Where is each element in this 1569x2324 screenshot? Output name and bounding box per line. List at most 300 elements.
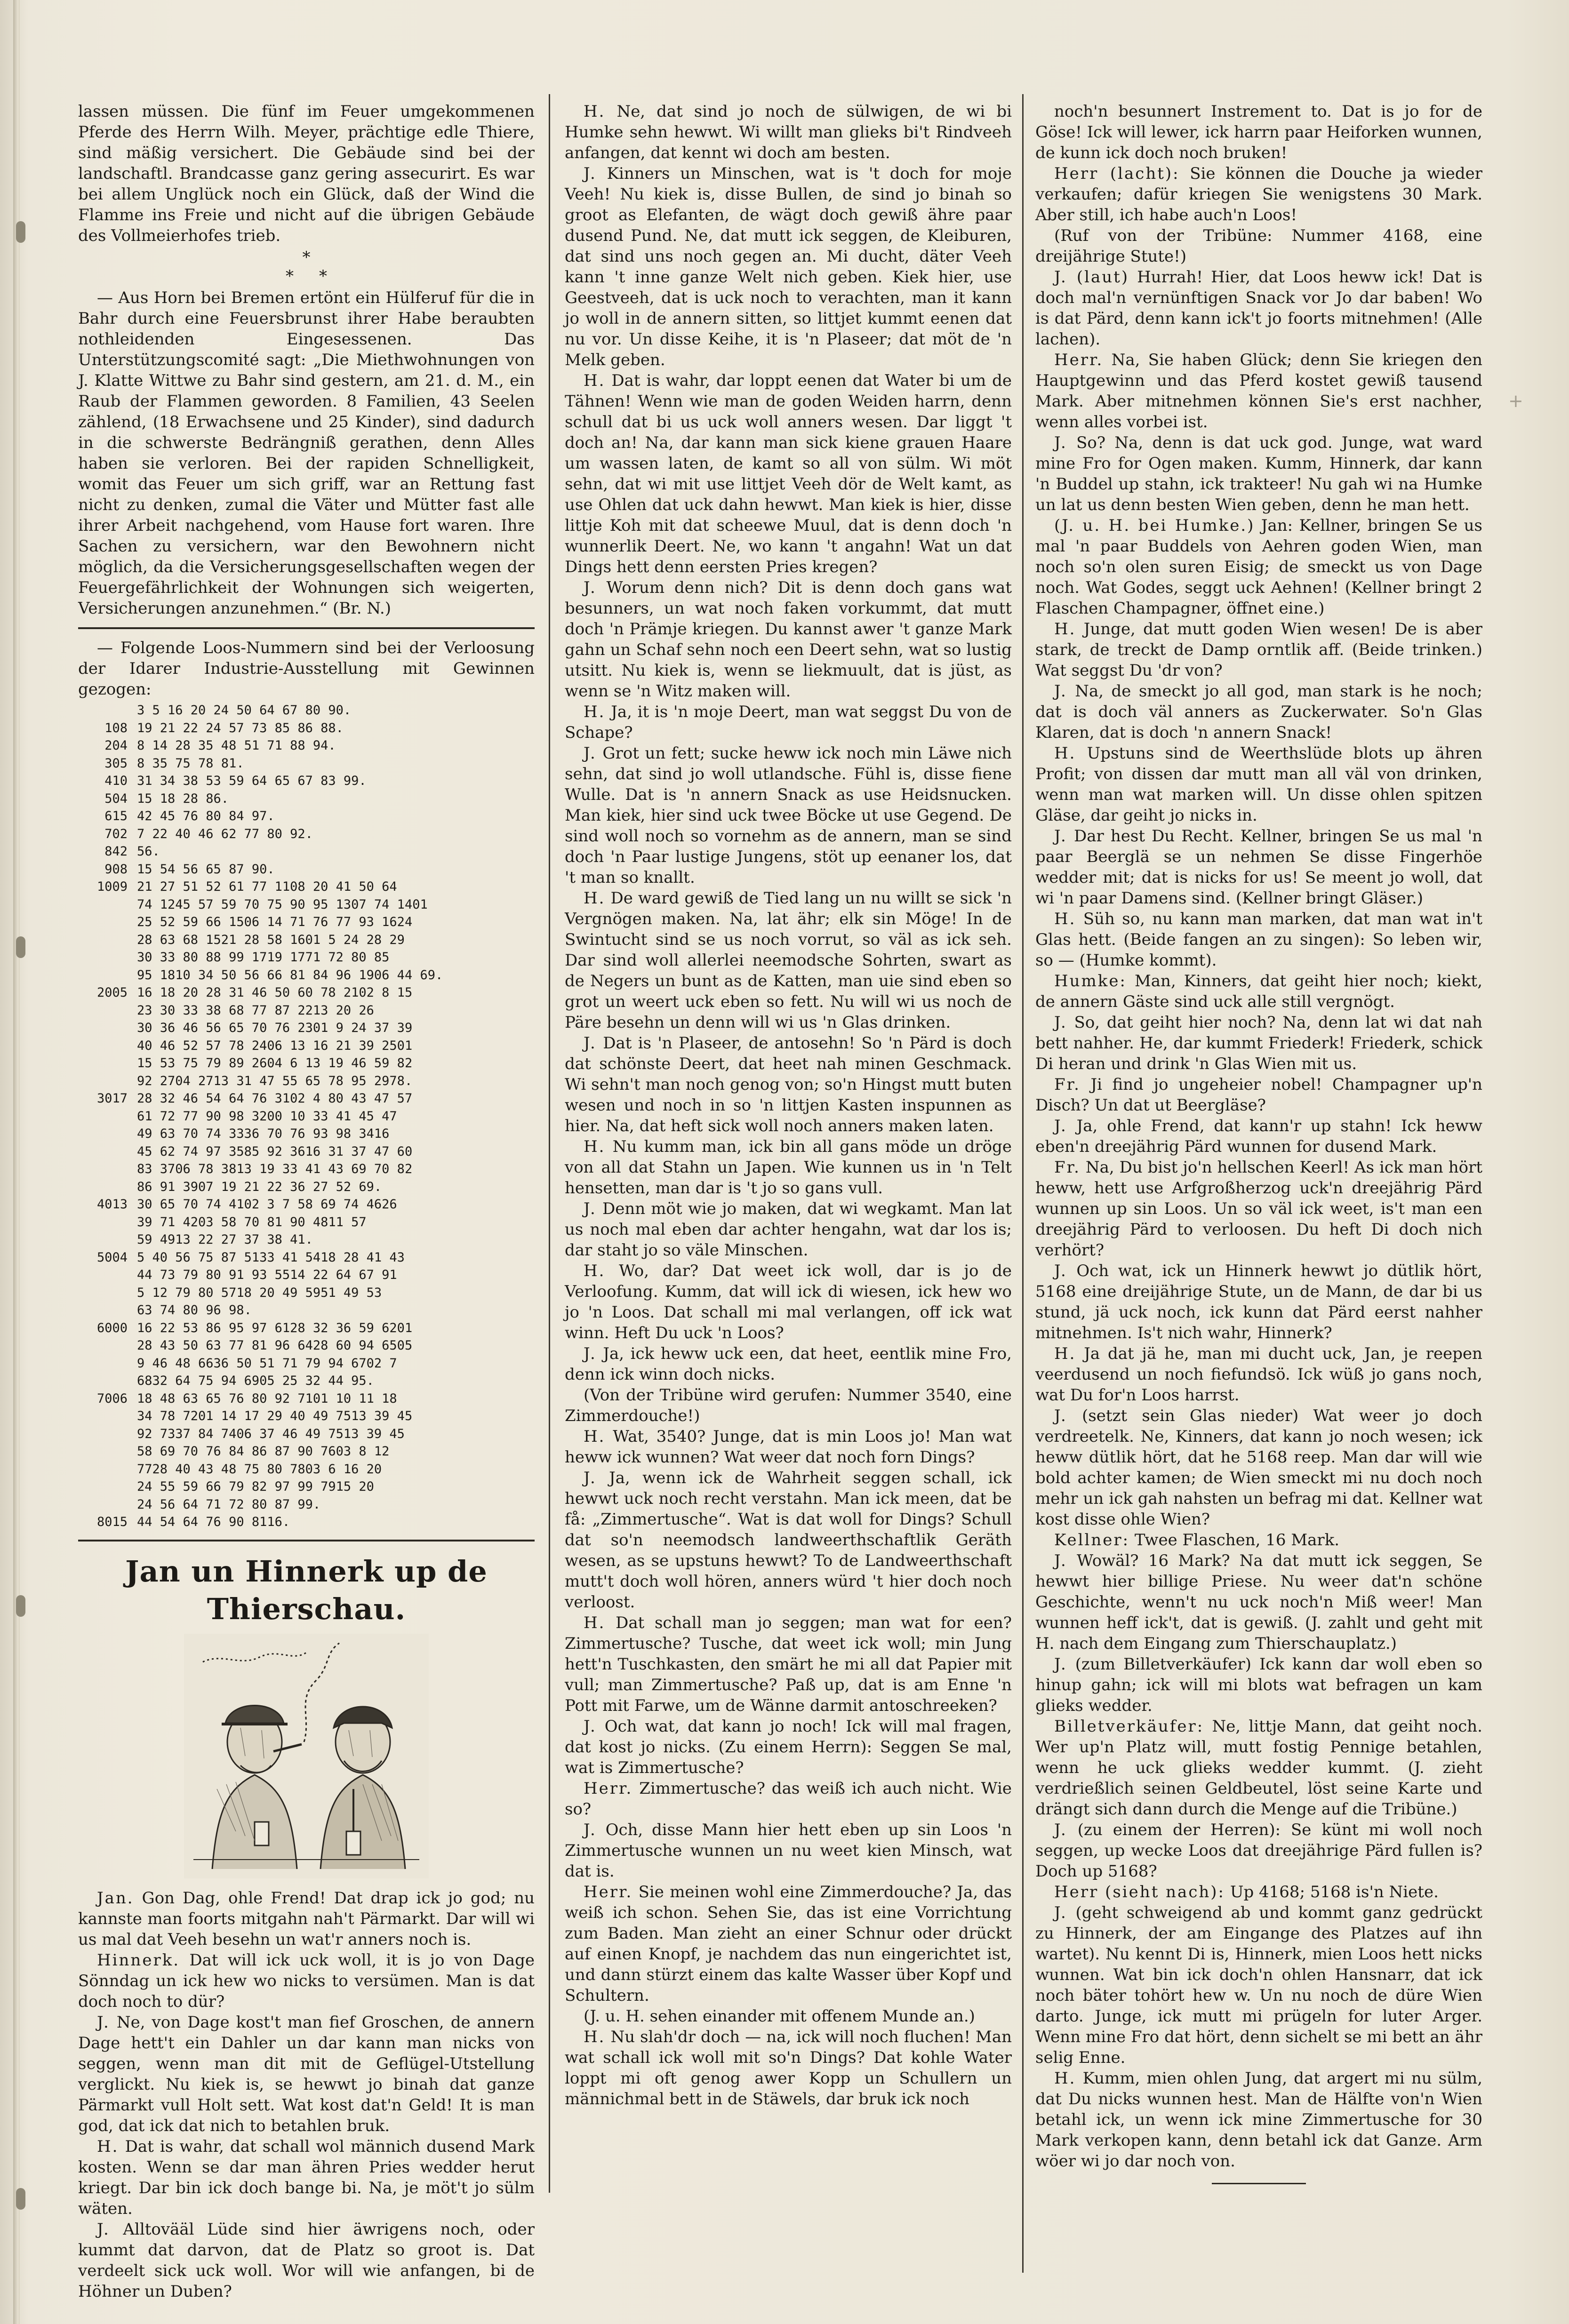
lottery-row-numbers: 95 1810 34 50 56 66 81 84 96 1906 44 69. [137, 967, 443, 982]
speaker-label: H. [1054, 744, 1076, 763]
dialogue-text: Wowäl? 16 Mark? Na dat mutt ick seggen, Se hewwt hier billige Priese. Nu weer dat'n schöne Geschichte, wenn't nu uck noch'n Miß weer! Man wunnen heff ick't, dat is gewiß. (J. zahlt und geht mit H. nach dem Eingang zum Thierschauplatz.) [1035, 1551, 1483, 1653]
lottery-row [78, 1407, 535, 1425]
lottery-row-numbers: 31 34 38 53 59 64 65 67 83 99. [137, 774, 367, 788]
dialogue-paragraph [565, 888, 1012, 1033]
dialogue-text: Ji find jo ungeheier nobel! Champagner up'n Disch? Un dat ut Beergläse? [1035, 1075, 1483, 1115]
dialogue-paragraph [565, 1426, 1012, 1468]
story-end-rule [1212, 2183, 1306, 2184]
lottery-row-numbers: 24 56 64 71 72 80 87 99. [137, 1497, 321, 1512]
lottery-row [78, 1478, 535, 1496]
dialogue-paragraph [1035, 163, 1482, 225]
lottery-row-key: 6000 [96, 1320, 128, 1335]
lottery-row-key [78, 1019, 137, 1037]
story-dialogue-col1 [78, 1888, 535, 2302]
dialogue-paragraph [1035, 350, 1482, 432]
dialogue-paragraph [1035, 1074, 1482, 1116]
lottery-row-key [78, 913, 137, 931]
column-2 [565, 101, 1012, 2109]
dialogue-text: Wo, dar? Dat weet ick woll, dar is jo de Verloofung. Kumm, dat will ick di wiesen, ick hew wo jo 'n Loos. Dat schall mi mal verlangen, off ick wat winn. Heft Du uck 'n Loos? [565, 1262, 1012, 1342]
dialogue-text: Hurrah! Hier, dat Loos heww ick! Dat is doch mal'n vernünftigen Snack vor Jo dar baben! Wo is dat Pärd, denn kann ick't jo foorts mitnehmen! (Alle lachen). [1035, 268, 1482, 349]
column-rule [1022, 94, 1024, 2273]
lottery-row [78, 1037, 535, 1055]
speaker-label: J. [1054, 682, 1067, 701]
column-rule [549, 94, 550, 2193]
section-separator-stars: * * * [285, 248, 328, 286]
lottery-row [78, 1178, 535, 1196]
dialogue-text: Upstuns sind de Weerthslüde blots up ähren Profit; von dissen dar mutt man all väl von drinken, wenn man wat marken will. Un disse ohlen spitzen Gläse, dar geiht jo nicks in. [1035, 744, 1482, 825]
dialogue-text: Ne, dat sind jo noch de sülwigen, de wi bi Humke sehn hewwt. Wi willt man glieks bi't Rindveeh anfangen, dat kennt wi doch am besten. [565, 102, 1012, 162]
lottery-row-key [78, 1496, 137, 1514]
lottery-row-numbers: 15 54 56 65 87 90. [137, 862, 275, 877]
lottery-row [78, 949, 535, 966]
lottery-row [78, 1002, 535, 1020]
lottery-row-numbers: 58 69 70 76 84 86 87 90 7603 8 12 [137, 1444, 390, 1459]
dialogue-paragraph [565, 1261, 1012, 1343]
lottery-row-key [78, 1143, 137, 1161]
lottery-row [78, 1266, 535, 1284]
lottery-row-numbers: 6832 64 75 94 6905 25 32 44 95. [137, 1374, 374, 1388]
lottery-row-key: 410 [104, 774, 128, 788]
dialogue-text: Kumm, mien ohlen Jung, dat argert mi nu sülm, dat Du nicks wunnen hest. Man de Hälfte von'n Wien betahl ick, un wenn ick mine Zimmertusche for 30 Mark verkopen kann, denn betahl ick dat Ganze. Arm wöer wi jo dar noch von. [1035, 2069, 1482, 2171]
dialogue-paragraph [1035, 1882, 1482, 1902]
lottery-row-key [78, 1072, 137, 1090]
speaker-label: J. [97, 2220, 110, 2239]
dialogue-text: De ward gewiß de Tied lang un nu willt se sick 'n Vergnögen maken. Na, lat ähr; elk sin Möge! In de Swintucht sind se us noch vorrut, so väl as ick seh. Dar sind woll allerlei neemodsche Sohrten, swart as de Negers un bunt as de Katten, man uie sind eben so grot un weert uck eben so fett. Nu will wi us noch de Päre besehn un denn will wi us 'n Glas drinken. [565, 889, 1012, 1032]
lottery-row-key [78, 896, 137, 914]
lottery-row-numbers: 28 43 50 63 77 81 96 6428 60 94 6505 [137, 1338, 413, 1353]
section-divider [78, 1540, 535, 1541]
lottery-row-key: 204 [104, 738, 128, 753]
speaker-label: H. [1054, 1344, 1076, 1363]
dialogue-paragraph [1035, 2068, 1482, 2172]
dialogue-text: Ja, wenn ick de Wahrheit seggen schall, ick hewwt uck noch recht verstahn. Man ick meen, dat be få: „Zimmertusche“. Wat is dat woll for Dings? Schull dat so'n neemodsch landweerthschaftlik Geräth wesen, as se upstuns hewwt? To de Landweerthschaft mutt't doch woll hören, anners würd 't hier doch noch verloost. [565, 1469, 1012, 1612]
lottery-row-key [78, 1302, 137, 1319]
speaker-label: J. [1054, 1013, 1067, 1032]
lottery-row [78, 1090, 535, 1108]
dialogue-text: So? Na, denn is dat uck god. Junge, wat ward mine Fro for Ogen maken. Kumm, Hinnerk, dar kann 'n Buddel up stahn, ick trakteer! Nu gah wi na Humke un lat us denn besten Wien geben, denn he man hett. [1035, 433, 1482, 514]
lottery-row-numbers: 5 12 79 80 5718 20 49 5951 49 53 [137, 1285, 382, 1300]
lottery-row-numbers: 44 54 64 76 90 8116. [137, 1515, 290, 1529]
speaker-label: Herr (lacht): [1054, 164, 1180, 183]
binding-hole [16, 2188, 25, 2210]
lottery-row-numbers: 9 46 48 6636 50 51 71 79 94 6702 7 [137, 1356, 397, 1371]
dialogue-paragraph [1035, 1343, 1482, 1406]
dialogue-text: (geht schweigend ab und kommt ganz gedrückt zu Hinnerk, der am Eingange des Platzes auf ihn wartet). Nu kennt Di is, Hinnerk, mien Loos hett nicks wunnen. Wat bin ick doch'n ohlen Hansnarr, dat ick noch bäter tohört hew w. Un nu noch de düre Wien darto. Junge, ick mutt mi prügeln for luter Arger. Wenn mine Fro dat hört, denn sichelt se mi bett an ähr selig Enne. [1035, 1903, 1482, 2067]
speaker-label: J. [584, 1034, 597, 1053]
dialogue-paragraph [565, 2027, 1012, 2109]
lottery-row [78, 719, 535, 737]
dialogue-paragraph [565, 1468, 1012, 1613]
dialogue-text: Denn möt wie jo maken, dat wi wegkamt. Man lat us noch mal eben dar achter hengahn, wat dar los is; dar staht jo so väle Minschen. [565, 1199, 1012, 1260]
lottery-row [78, 1372, 535, 1390]
lottery-row [78, 1143, 535, 1161]
dialogue-paragraph [1035, 1530, 1482, 1550]
lottery-row [78, 1355, 535, 1373]
dialogue-paragraph [1035, 971, 1482, 1012]
dialogue-paragraph [1035, 619, 1482, 681]
lottery-row [78, 1108, 535, 1126]
speaker-label: J. [1054, 1821, 1067, 1839]
dialogue-paragraph [1035, 432, 1482, 515]
dialogue-text: Sie meinen wohl eine Zimmerdouche? Ja, das weiß ich schon. Sehen Sie, das ist eine Vorrichtung zum Baden. Man zieht an einer Schnur oder drückt auf einen Knopf, je nachdem das nun eingerichtet ist, und dann stürzt einem das kalte Wasser über Kopf und Schultern. [565, 1883, 1012, 2005]
lottery-row-numbers: 86 91 3907 19 21 22 36 27 52 69. [137, 1179, 382, 1194]
dialogue-paragraph [565, 163, 1012, 370]
dialogue-text: Twee Flaschen, 16 Mark. [1134, 1531, 1340, 1549]
lottery-row [78, 1390, 535, 1408]
speaker-label: Billetverkäufer: [1054, 1717, 1204, 1736]
dialogue-paragraph [1035, 1406, 1482, 1530]
column-3 [1035, 101, 1482, 2184]
speaker-label: Hinnerk. [97, 1950, 180, 1970]
lottery-row-key [78, 1002, 137, 1020]
dialogue-text: (Von der Tribüne wird gerufen: Nummer 3540, eine Zimmerdouche!) [565, 1386, 1012, 1425]
lottery-row [78, 913, 535, 931]
dialogue-text: Dat will ick uck woll, it is jo von Dage Sönndag un ick hew wo nicks to versümen. Man is dat doch noch to dür? [78, 1950, 535, 2011]
lottery-row-key: 504 [104, 791, 128, 806]
lottery-row-numbers: 3 5 16 20 24 50 64 67 80 90. [137, 703, 352, 718]
dialogue-text: (J. u. H. sehen einander mit offenem Munde an.) [584, 2007, 975, 2026]
dialogue-paragraph [78, 2136, 535, 2219]
dialogue-paragraph [1035, 1716, 1482, 1820]
dialogue-text: Dat is wahr, dat schall wol männich dusend Mark kosten. Wenn se dar man ähren Pries wedder herut kriegt. Dar bin ick doch bange bi. Na, je möt't jo sülm wäten. [78, 2137, 535, 2218]
lottery-row [78, 1054, 535, 1072]
lottery-row-numbers: 30 33 80 88 99 1719 1771 72 80 85 [137, 950, 390, 965]
speaker-label: J. [1054, 1655, 1067, 1674]
lottery-row [78, 1214, 535, 1231]
speaker-label: H. [584, 371, 606, 390]
lottery-row-key: 2005 [96, 985, 128, 1000]
dialogue-paragraph [1035, 1116, 1482, 1157]
speaker-label: H. [584, 1613, 606, 1632]
dialogue-text: Jan: Kellner, bringen Se us mal 'n paar Buddels von Aehren goden Wien, man noch so'n olen suren Eisig; de smeckt us von Dage noch. Wat Godes, seggt uck Aehnen! (Kellner bringt 2 Flaschen Champagner, öffnet eine.) [1035, 516, 1482, 618]
lottery-row-key [78, 1214, 137, 1231]
lottery-row-numbers: 15 53 75 79 89 2604 6 13 19 46 59 82 [137, 1056, 413, 1070]
speaker-label: H. [1054, 910, 1076, 928]
dialogue-paragraph [78, 2012, 535, 2136]
dialogue-paragraph [78, 2219, 535, 2302]
lottery-row [78, 843, 535, 861]
lottery-row-numbers: 92 7337 84 7406 37 46 49 7513 39 45 [137, 1426, 405, 1441]
dialogue-paragraph [1035, 267, 1482, 350]
lottery-row-key [78, 931, 137, 949]
lottery-row [78, 896, 535, 914]
dialogue-paragraph [565, 1385, 1012, 1426]
lottery-row-key [78, 1284, 137, 1302]
dialogue-text: Zimmertusche? das weiß ich auch nicht. Wie so? [565, 1779, 1012, 1819]
dialogue-text: Sie können die Douche ja wieder verkaufen; dafür kriegen Sie wenigstens 30 Mark. Aber still, ich habe auch'n Loos! [1035, 164, 1482, 224]
dialogue-text: Gon Dag, ohle Frend! Dat drap ick jo god; nu kannste man foorts mitgahn nah't Pärmarkt. Dar will wi us mal dat Veeh besehn un wat'r anners noch is. [78, 1888, 535, 1949]
lottery-row [78, 1443, 535, 1461]
lottery-row-key: 108 [104, 720, 128, 735]
speaker-label: J. (laut) [1054, 268, 1129, 287]
lottery-row [78, 984, 535, 1002]
lottery-row-numbers: 15 18 28 86. [137, 791, 229, 806]
lottery-row-numbers: 45 62 74 97 3585 92 3616 31 37 47 60 [137, 1144, 413, 1159]
lottery-row-numbers: 21 27 51 52 61 77 1108 20 41 50 64 [137, 879, 397, 894]
dialogue-paragraph [565, 1033, 1012, 1136]
dialogue-text: Nu kumm man, ick bin all gans möde un dröge von all dat Stahn un Japen. Wie kunnen us in 'n Telt hensetten, man dar is 't jo so gans vull. [565, 1137, 1012, 1198]
speaker-label: J. [584, 1821, 597, 1839]
lottery-row-key [78, 1355, 137, 1373]
speaker-label: J. [584, 1199, 597, 1218]
dialogue-paragraph [565, 1198, 1012, 1261]
dialogue-paragraph [565, 1820, 1012, 1882]
dialogue-text: So, dat geiht hier noch? Na, denn lat wi dat nah bett nahher. He, dar kummt Friederk! Friederk, schick Di heran und drink 'n Glas Wien mit us. [1035, 1013, 1482, 1073]
lottery-row-numbers: 8 14 28 35 48 51 71 88 94. [137, 738, 336, 753]
speaker-label: Jan. [97, 1888, 134, 1908]
speaker-label: J. [584, 1717, 597, 1736]
lottery-row [78, 737, 535, 755]
lottery-row-numbers: 34 78 7201 14 17 29 40 49 7513 39 45 [137, 1409, 413, 1423]
lottery-row-numbers: 18 48 63 65 76 80 92 7101 10 11 18 [137, 1391, 397, 1406]
dialogue-text: Ja, ick heww uck een, dat heet, eentlik mine Fro, denn ick winn doch nicks. [565, 1344, 1012, 1384]
speaker-label: J. [1054, 1406, 1067, 1425]
dialogue-text: Dat is wahr, dar loppt eenen dat Water bi um de Tähnen! Wenn wie man de goden Weiden harrn, denn schull dat bi us uck woll anners wesen. Dar liggt 't doch an! Na, dar kann man sick kiene grauen Haare um wassen laten, de kamt so all von sülm. Wi möt sehn, dat wi mit use littjet Veeh dör de Welt kamt, as use Ohlen dat uck dahn hewwt. Man kiek is hier, disse littje Koh mit dat scheewe Muul, dat is denn doch 'n wunnerlik Deert. Ne, wo kann 't angahn! Wat un dat Dings hett denn eersten Pries kregen? [565, 371, 1012, 576]
lottery-row-key: 615 [104, 809, 128, 823]
dialogue-paragraph [1035, 743, 1482, 826]
dialogue-paragraph [1035, 1261, 1482, 1343]
lottery-row-key [78, 1125, 137, 1143]
dialogue-paragraph [565, 1882, 1012, 2006]
section-divider [78, 627, 535, 629]
speaker-label: H. [584, 1137, 606, 1156]
speaker-label: J. [1054, 827, 1067, 846]
lottery-intro: — Folgende Loos-Nummern sind bei der Verloosung der Idarer Industrie-Ausstellung mit Gewinnen gezogen: [78, 639, 535, 699]
lottery-row-numbers: 49 63 70 74 3336 70 76 93 98 3416 [137, 1126, 390, 1141]
speaker-label: J. [1054, 1262, 1067, 1280]
lottery-row [78, 1337, 535, 1355]
speaker-label: H. [97, 2137, 119, 2156]
dialogue-text: Na, Du bist jo'n hellschen Keerl! As ick man hört heww, hett use Arfgroßherzog uck'n dreejährig Pärd wunnen up sin Loos. Un so väl ick weet, is't man een dreejährig Pärd to verloosen. Du heft Di doch nich verhört? [1035, 1158, 1482, 1260]
lottery-row [78, 1125, 535, 1143]
dialogue-text: (zum Billetverkäufer) Ick kann dar woll eben so hinup gahn; ick will mi blots wat befragen un kam glieks wedder. [1035, 1655, 1482, 1715]
lottery-row-key: 5004 [96, 1250, 128, 1265]
dialogue-text: Och wat, dat kann jo noch! Ick will mal fragen, dat kost jo nicks. (Zu einem Herrn): Seggen Se mal, wat is Zimmertusche? [565, 1717, 1012, 1777]
lottery-row-key: 3017 [96, 1091, 128, 1106]
dialogue-text: Kinners un Minschen, wat is 't doch for moje Veeh! Nu kiek is, disse Bullen, de sind jo binah so groot as Elefanten, de wägt doch gewiß ähre paar dusend Pund. Ne, dat mutt ick seggen, de Kleiburen, dat sind uns noch gegen an. Mi ducht, däter Veeh kann 't inne ganze Welt nich geben. Kiek hier, use Geestveeh, dat is uck noch to verachten, man it kann jo woll in de annern sitten, so littjet kummt eenen dat nu vor. Un disse Keihe, it is 'n Plaseer; dat möt de 'n Melk geben. [565, 164, 1012, 369]
dialogue-paragraph [1035, 1157, 1482, 1261]
lottery-row-key [78, 1372, 137, 1390]
lottery-number-table [78, 702, 535, 1531]
dialogue-text: Dar hest Du Recht. Kellner, bringen Se us mal 'n paar Beerglä se un nehmen Se disse Fingerhöe wedder mit; dat is nicks for us! Se meent jo woll, dat wi 'n paar Damens sind. (Kellner bringt Gläser.) [1035, 827, 1482, 908]
lottery-row-numbers: 42 45 76 80 84 97. [137, 809, 275, 823]
lottery-row [78, 1302, 535, 1319]
speaker-label: J. [1054, 1903, 1067, 1922]
lottery-row-key [78, 1407, 137, 1425]
lottery-row-numbers: 23 30 33 38 68 77 87 2213 20 26 [137, 1003, 374, 1018]
lottery-row-key [78, 1266, 137, 1284]
lottery-row [78, 861, 535, 878]
lottery-row [78, 1231, 535, 1249]
dialogue-text: Worum denn nich? Dit is denn doch gans wat besunners, un wat noch faken vorkummt, dat mutt doch 'n Prämje kriegen. Du kannst awer 't ganze Mark gahn un Schaf sehn noch een Deert sehn, wat so lustig utsitt. Nu kiek is, wenn se liekmuult, dat is jüst, as wenn se 'n Witz maken will. [565, 578, 1012, 701]
dialogue-paragraph [1035, 1550, 1482, 1654]
dialogue-paragraph [565, 1343, 1012, 1385]
speaker-label: H. [584, 1427, 606, 1446]
dialogue-paragraph [1035, 1654, 1482, 1716]
dialogue-text: Ja, it is 'n moje Deert, man wat seggst Du von de Schape? [565, 703, 1012, 742]
lottery-row-key [78, 1337, 137, 1355]
speaker-label: J. [584, 1344, 597, 1363]
lottery-row [78, 772, 535, 790]
dialogue-text: Grot un fett; sucke heww ick noch min Läwe nich sehn, dat sind jo woll utlandsche. Fühl is, disse fiene Wulle. Dat is 'n annern Snack as use Heidsnucken. Man kiek, hier sind uck twee Böcke ut use Gegend. De sind woll noch so vornehm as de annern, man se sind doch 'n Paar lustige Jungens, stöt up eenaner los, dat 't man so knallt. [565, 744, 1012, 887]
speaker-label: H. [584, 1262, 606, 1280]
lottery-row-numbers: 5 40 56 75 87 5133 41 5418 28 41 43 [137, 1250, 405, 1265]
dialogue-text: noch'n besunnert Instrement to. Dat is jo for de Göse! Ick will lewer, ick harrn paar Heiforken wunnen, de kunn ick doch noch bruken! [1035, 102, 1482, 162]
dialogue-paragraph [565, 1716, 1012, 1778]
lottery-row [78, 1072, 535, 1090]
lottery-row-key: 702 [104, 826, 128, 841]
dialogue-text: Dat schall man jo seggen; man wat for een? Zimmertusche? Tusche, dat weet ick woll; min Jung hett'n Tuschkasten, den smärt he mi all dat Papier mit vull; man Zimmertusche? Paß up, dat is am Enne 'n Pott mit Farwe, um de Wänne darmit antoschreeken? [565, 1613, 1012, 1715]
lottery-row-key [78, 1231, 137, 1249]
dialogue-text: Man, Kinners, dat geiht hier noch; kiekt, de annern Gäste sind uck alle still vergnögt. [1035, 972, 1482, 1011]
dialogue-text: (Ruf von der Tribüne: Nummer 4168, eine dreijährige Stute!) [1035, 226, 1482, 266]
lottery-row-key [78, 1037, 137, 1055]
dialogue-paragraph [1035, 826, 1482, 909]
dialogue-text: Och, disse Mann hier hett eben up sin Loos 'n Zimmertusche wunnen un nu weet kien Minsch, wat dat is. [565, 1821, 1012, 1881]
lottery-row-numbers: 40 46 52 57 78 2406 13 16 21 39 2501 [137, 1038, 413, 1053]
speaker-label: H. [584, 102, 606, 121]
dialogue-text: (setzt sein Glas nieder) Wat weer jo doch verdreetelk. Ne, Kinners, dat kann jo noch wesen; ick heww dütlik hört, dat he 5168 reep. Man dar will wie bold achter kamen; de Wien smeckt mi nu doch noch mehr un ick gah nahsten un befrag mi dat. Kellner wat kost disse ohle Wien? [1035, 1406, 1483, 1529]
story-headline: Jan un Hinnerk up de Thierschau. [125, 1554, 488, 1626]
lottery-row-numbers: 8 35 75 78 81. [137, 756, 244, 771]
lottery-row-key: 305 [104, 756, 128, 771]
lottery-row-key: 8015 [96, 1515, 128, 1529]
lottery-row-numbers: 16 18 20 28 31 46 50 60 78 2102 8 15 [137, 985, 413, 1000]
dialogue-paragraph [565, 577, 1012, 702]
lottery-row [78, 1019, 535, 1037]
dialogue-text: Ja dat jä he, man mi ducht uck, Jan, je reepen veerdusend un noch fiefundsö. Ick wüß jo gans noch, wat Du for'n Loos harrst. [1035, 1344, 1483, 1405]
lottery-row [78, 1249, 535, 1267]
lottery-row-key [78, 1108, 137, 1126]
lottery-row-numbers: 39 71 4203 58 70 81 90 4811 57 [137, 1214, 367, 1230]
speaker-label: J. [1054, 1117, 1067, 1135]
lottery-row-numbers: 44 73 79 80 91 93 5514 22 64 67 91 [137, 1268, 397, 1282]
speaker-label: Herr. [584, 1883, 633, 1901]
lottery-row [78, 755, 535, 773]
binding-hole [16, 936, 25, 958]
lottery-row-numbers: 83 3706 78 3813 19 33 41 43 69 70 82 [137, 1162, 413, 1176]
dialogue-text: Alltovääl Lüde sind hier äwrigens noch, oder kummt dat darvon, dat de Platz so groot is. Dat verdeelt sick uck woll. Wor will wie anfangen, bi de Höhner un Duben? [78, 2220, 535, 2301]
speaker-label: J. [584, 578, 597, 597]
dialogue-paragraph [1035, 101, 1482, 163]
speaker-label: H. [1054, 2069, 1076, 2088]
binding-hole [16, 1595, 25, 1617]
dialogue-paragraph [565, 2006, 1012, 2027]
lottery-row [78, 878, 535, 896]
dialogue-text: Och wat, ick un Hinnerk hewwt jo dütlik hört, 5168 eine dreijährige Stute, un de Mann, de dar bi us stund, jä uck noch, ick kunn dat Pärd eerst nahher mitnehmen. Is't nich wahr, Hinnerk? [1035, 1262, 1482, 1342]
dialogue-paragraph [1035, 225, 1482, 267]
dialogue-paragraph [565, 101, 1012, 163]
lottery-row [78, 1160, 535, 1178]
lottery-row-numbers: 16 22 53 86 95 97 6128 32 36 59 6201 [137, 1320, 413, 1335]
speaker-label: H. [1054, 620, 1076, 639]
speaker-label: J. [1054, 1551, 1067, 1570]
lottery-row [78, 1196, 535, 1214]
lottery-row [78, 790, 535, 808]
dialogue-text: Ne, von Dage kost't man fief Groschen, de annern Dage hett't ein Dahler un dar kann man nicks von seggen, wenn man dit mit de Geflügel-Utstellung verglickt. Nu kiek is, se hewwt jo binah dat ganze Pärmarkt vull Holt sett. Wat kost dat'n Geld! It is man god, dat ick dat nich to betahlen bruk. [78, 2013, 535, 2135]
lottery-row-key [78, 1478, 137, 1496]
dialogue-paragraph [1035, 909, 1482, 971]
lottery-row-key: 1009 [96, 879, 128, 894]
lottery-row-key [78, 1461, 137, 1478]
dialogue-text: Up 4168; 5168 is'n Niete. [1230, 1883, 1439, 1901]
lottery-row [78, 966, 535, 984]
lottery-row [78, 931, 535, 949]
dialogue-text: Na, de smeckt jo all god, man stark is he noch; dat is doch väl anners as Zuckerwater. So'n Glas Klaren, dat is doch 'n annern Snack! [1035, 682, 1482, 742]
dialogue-paragraph [565, 370, 1012, 577]
dialogue-text: Dat is 'n Plaseer, de antosehn! So 'n Pärd is doch dat schönste Deert, dat heet nah minen Geschmack. Wi sehn't man noch genog von; so'n Hingst mutt buten wesen und noch in so 'n littjen Kasten inspunnen as hier. Na, dat heft sick woll noch anners maken laten. [565, 1034, 1012, 1135]
lottery-row-numbers: 7728 40 43 48 75 80 7803 6 16 20 [137, 1461, 382, 1477]
speaker-label: H. [584, 889, 606, 908]
lottery-row [78, 1513, 535, 1531]
dialogue-text: Ne, littje Mann, dat geiht noch. Wer up'n Platz will, mutt fostig Pennige betahlen, wenn he uck glieks wedder kummt. (J. zieht verdrießlich seinen Geldbeutel, löst seine Karte und drängt sich dann durch die Menge auf die Tribüne.) [1035, 1717, 1482, 1819]
dialogue-text: (zu einem der Herren): Se künt mi woll noch seggen, up wecke Loos dat dreejährige Pärd fullen is? Doch up 5168? [1035, 1821, 1482, 1881]
binding-hole [16, 221, 25, 243]
lottery-row-key [78, 1160, 137, 1178]
lottery-row-numbers: 28 63 68 1521 28 58 1601 5 24 28 29 [137, 932, 405, 947]
speaker-label: Fr. [1054, 1075, 1081, 1094]
lottery-row-key [78, 1178, 137, 1196]
speaker-label: J. [1054, 433, 1067, 452]
dialogue-paragraph [565, 743, 1012, 888]
lottery-row-numbers: 30 36 46 56 65 70 76 2301 9 24 37 39 [137, 1021, 413, 1035]
speaker-label: J. [584, 1469, 597, 1487]
lottery-row-key [78, 702, 137, 719]
lottery-row-key [78, 1425, 137, 1443]
dialogue-paragraph [1035, 1820, 1482, 1882]
lottery-row-key [78, 966, 137, 984]
lottery-row-numbers: 19 21 22 24 57 73 85 86 88. [137, 720, 344, 735]
dialogue-paragraph [78, 1950, 535, 2012]
dialogue-text: Wat, 3540? Junge, dat is min Loos jo! Man wat heww ick wunnen? Wat weer dat noch forn Dings? [565, 1427, 1012, 1467]
speaker-label: Kellner: [1054, 1531, 1130, 1549]
lottery-row-numbers: 59 4913 22 27 37 38 41. [137, 1232, 313, 1247]
lottery-row-key: 7006 [96, 1391, 128, 1406]
lottery-row-key [78, 949, 137, 966]
dialogue-text: Ja, ohle Frend, dat kann'r up stahn! Ick heww eben'n dreejährig Pärd wunnen for dusend Mark. [1035, 1117, 1483, 1156]
lottery-row-numbers: 24 55 59 66 79 82 97 99 7915 20 [137, 1479, 374, 1494]
lottery-row-numbers: 61 72 77 90 98 3200 10 33 41 45 47 [137, 1109, 397, 1124]
illustration-two-men-smoking [184, 1634, 429, 1878]
lottery-row-numbers: 56. [137, 844, 160, 859]
lottery-row-numbers: 7 22 40 46 62 77 80 92. [137, 826, 313, 841]
lottery-row [78, 1284, 535, 1302]
speaker-label: Fr. [1054, 1158, 1081, 1177]
dialogue-text: Na, Sie haben Glück; denn Sie kriegen den Hauptgewinn und das Pferd kostet gewiß tausend Mark. Aber mitnehmen können Sie's erst nachher, wenn alles vorbei ist. [1035, 351, 1483, 431]
speaker-label: (J. u. H. bei Humke.) [1054, 516, 1255, 535]
dialogue-paragraph [565, 1778, 1012, 1820]
lottery-row-numbers: 63 74 80 96 98. [137, 1303, 252, 1318]
lottery-row [78, 1461, 535, 1478]
lottery-row-numbers: 28 32 46 54 64 76 3102 4 80 43 47 57 [137, 1091, 413, 1106]
horn-appeal-paragraph: — Aus Horn bei Bremen ertönt ein Hülferuf für die in Bahr durch eine Feuersbrunst ihrer Habe beraubten nothleidenden Eingesessenen. Das Unterstützungscomité sagt: „Die Miethwohnungen von J. Klatte Wittwe zu Bahr sind gestern, am 21. d. M., ein Raub der Flammen geworden. 8 Familien, 43 Seelen zählend, (18 Erwachsene und 25 Kinder), sind dadurch in die schwerste Bedrängniß gerathen, denn Alles haben sie verloren. Bei der rapiden Schnelligkeit, womit das Feuer um sich griff, war an Rettung fast nicht zu denken, zumal die Väter und Mütter fast alle ihrer Arbeit nachgehend, vom Hause fort waren. Ihre Sachen zu versichern, war den Bewohnern nicht möglich, da die Versicherungsgesellschaften wegen der Feuergefährlichkeit der Wohnungen sich weigerten, Versicherungen anzunehmen.“ (Br. N.) [78, 288, 535, 618]
dialogue-paragraph [565, 702, 1012, 743]
dialogue-paragraph [1035, 515, 1482, 619]
lottery-row [78, 1496, 535, 1514]
lottery-row-key [78, 1054, 137, 1072]
lottery-row-numbers: 25 52 59 66 1506 14 71 76 77 93 1624 [137, 915, 413, 929]
lottery-row [78, 702, 535, 719]
speaker-label: Humke: [1054, 972, 1127, 990]
dialogue-text: Junge, dat mutt goden Wien wesen! De is aber stark, de treckt de Damp orntlik aff. (Beide trinken.) Wat seggst Du 'dr von? [1035, 620, 1482, 680]
lottery-row-key: 4013 [96, 1197, 128, 1212]
dialogue-paragraph [1035, 681, 1482, 743]
lottery-row [78, 1425, 535, 1443]
column-1 [78, 101, 535, 2302]
speaker-label: Herr. [584, 1779, 633, 1798]
dialogue-paragraph [565, 1613, 1012, 1716]
page-fold-shadow [13, 0, 20, 2324]
